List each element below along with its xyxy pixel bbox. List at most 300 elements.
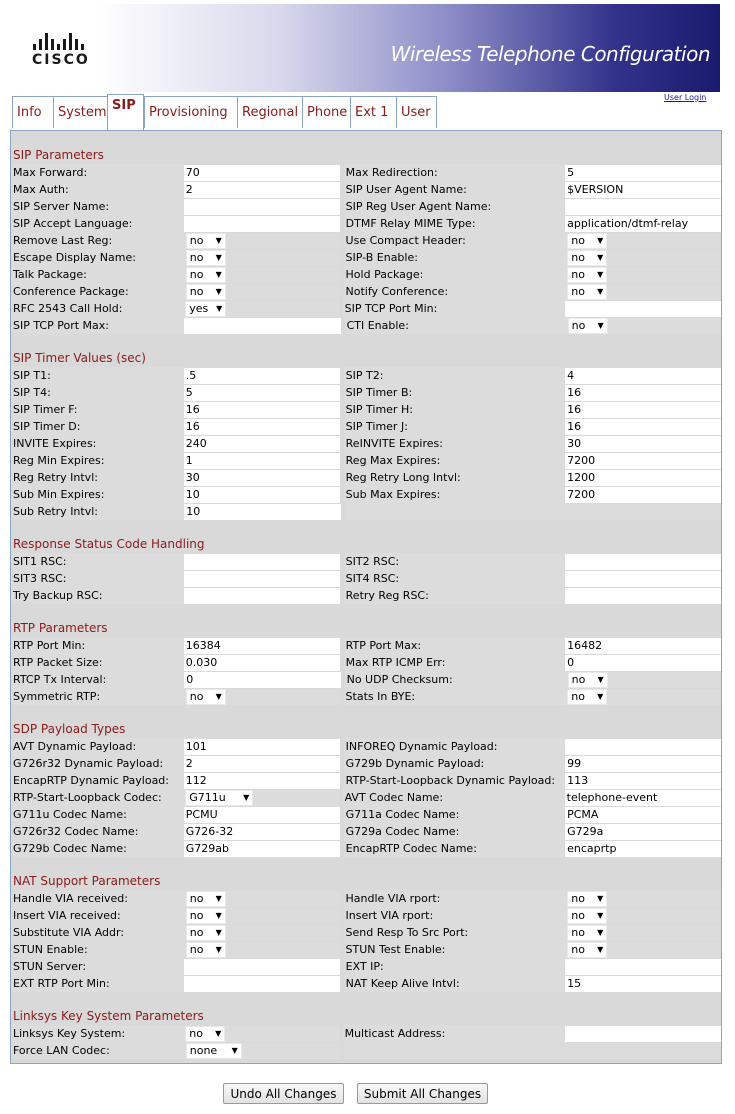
rtp-port-max-label: RTP Port Max: [344,637,565,654]
sit1-rsc-input[interactable] [184,554,340,570]
section-heading-sip-timer-values-sec: SIP Timer Values (sec) [11,350,721,367]
section-heading-linksys-key-system-parameters: Linksys Key System Parameters [11,1008,721,1025]
section-spacer [11,604,721,620]
rtp-start-loopback-dynamic-payload-input[interactable]: 113 [565,773,721,789]
stun-test-enable-select-box[interactable] [567,942,607,958]
settings-row [11,401,721,418]
sit3-rsc-input[interactable] [184,571,340,587]
settings-row [11,181,721,198]
stun-enable-selected-value: no [189,943,204,956]
insert-via-rport-select[interactable] [566,908,721,924]
reg-retry-intvl-label: Reg Retry Intvl: [11,469,184,486]
dropdown-arrow-icon: ▼ [215,253,222,262]
empty-cell [566,1043,721,1059]
send-resp-to-src-port-select-box[interactable] [567,925,607,941]
linksys-key-system-select-box[interactable] [185,1026,225,1042]
substitute-via-addr-select-box[interactable] [186,925,226,941]
cti-enable-selected-value: no [571,319,586,332]
handle-via-received-label: Handle VIA received: [11,890,185,907]
reg-max-expires-input[interactable]: 7200 [565,453,721,469]
dropdown-arrow-icon: ▼ [215,287,222,296]
talk-package-selected-value: no [189,268,204,281]
ext-rtp-port-min-label: EXT RTP Port Min: [11,975,184,992]
conference-package-select-box[interactable] [186,284,226,300]
rfc-2543-call-hold-label: RFC 2543 Call Hold: [11,300,184,317]
g729b-dynamic-payload-input[interactable]: 99 [565,756,721,772]
sip-timer-f-label: SIP Timer F: [11,401,184,418]
settings-row [11,469,721,486]
rtp-start-loopback-dynamic-payload-label: RTP-Start-Loopback Dynamic Payload: [344,772,565,789]
sip-tcp-port-max-input[interactable] [184,318,340,334]
settings-grid [11,131,721,1059]
submit-all-changes-button[interactable]: Submit All Changes [357,1083,488,1104]
settings-row [11,789,721,806]
g729a-codec-name-label: G729a Codec Name: [344,823,565,840]
linksys-key-system-selected-value: no [189,1027,203,1040]
max-rtp-icmp-err-input[interactable]: 0 [565,655,721,671]
sip-reg-user-agent-name-input[interactable] [565,199,721,215]
tab-info[interactable]: Info [12,96,53,128]
notify-conference-label: Notify Conference: [344,283,567,300]
sip-user-agent-name-label: SIP User Agent Name: [344,181,565,198]
g726r32-dynamic-payload-input[interactable]: 2 [184,756,340,772]
sip-tcp-port-min-label: SIP TCP Port Min: [343,300,565,317]
handle-via-rport-selected-value: no [571,892,585,905]
avt-codec-name-label: AVT Codec Name: [343,789,565,806]
cti-enable-select[interactable] [567,318,721,334]
insert-via-rport-label: Insert VIA rport: [344,907,567,924]
sip-timer-b-input[interactable]: 16 [565,385,721,401]
settings-row [11,486,721,503]
sit4-rsc-label: SIT4 RSC: [344,570,565,587]
cti-enable-select-box[interactable] [568,318,608,334]
dtmf-relay-mime-type-input[interactable]: application/dtmf-relay [565,216,721,232]
rtp-port-min-input[interactable]: 16384 [184,638,340,654]
blank-label [345,503,567,520]
g729b-dynamic-payload-label: G729b Dynamic Payload: [344,755,565,772]
symmetric-rtp-select[interactable] [185,689,340,705]
settings-row [11,772,721,789]
tab-bar [12,94,437,128]
encaprtp-dynamic-payload-label: EncapRTP Dynamic Payload: [11,772,184,789]
encaprtp-dynamic-payload-input[interactable]: 112 [184,773,340,789]
sub-retry-intvl-input[interactable]: 10 [184,504,340,520]
insert-via-rport-selected-value: no [571,909,585,922]
settings-row [11,198,721,215]
invite-expires-input[interactable]: 240 [184,436,340,452]
dropdown-arrow-icon: ▼ [215,928,222,937]
settings-row [11,654,721,671]
sip-timer-h-label: SIP Timer H: [344,401,565,418]
dropdown-arrow-icon: ▼ [231,1046,238,1055]
encaprtp-codec-name-label: EncapRTP Codec Name: [344,840,565,857]
reg-retry-long-intvl-label: Reg Retry Long Intvl: [344,469,565,486]
conference-package-selected-value: no [189,285,204,298]
sip-reg-user-agent-name-label: SIP Reg User Agent Name: [344,198,565,215]
rtp-start-loopback-codec-select-box[interactable] [185,790,253,806]
send-resp-to-src-port-label: Send Resp To Src Port: [344,924,567,941]
stats-in-bye-select-box[interactable] [567,689,607,705]
sit3-rsc-label: SIT3 RSC: [11,570,184,587]
sip-b-enable-select-box[interactable] [567,250,607,266]
rtp-port-min-label: RTP Port Min: [11,637,184,654]
insert-via-rport-select-box[interactable] [567,908,607,924]
tab-provisioning[interactable]: Provisioning [144,96,237,128]
remove-last-reg-select[interactable] [185,233,340,249]
remove-last-reg-selected-value: no [189,234,204,247]
sub-min-expires-input[interactable]: 10 [184,487,340,503]
g726r32-codec-name-input[interactable]: G726-32 [184,824,340,840]
hold-package-selected-value: no [571,268,585,281]
sip-t2-input[interactable]: 4 [565,368,721,384]
no-udp-checksum-label: No UDP Checksum: [345,671,567,688]
settings-row [11,907,721,924]
hold-package-select[interactable] [566,267,721,283]
dropdown-arrow-icon: ▼ [243,793,250,802]
rtp-packet-size-input[interactable]: 0.030 [184,655,340,671]
no-udp-checksum-select[interactable] [567,672,721,688]
sip-b-enable-label: SIP-B Enable: [344,249,567,266]
cisco-logo [32,32,102,72]
dropdown-arrow-icon: ▼ [597,253,604,262]
user-login-link[interactable]: User Login [664,93,707,102]
settings-row [11,1042,721,1059]
avt-codec-name-input[interactable]: telephone-event [565,790,721,806]
insert-via-received-select[interactable] [185,908,340,924]
invite-expires-label: INVITE Expires: [11,435,184,452]
section-spacer [11,857,721,873]
section-heading-nat-support-parameters: NAT Support Parameters [11,873,721,890]
sip-settings-panel [10,130,722,1064]
settings-row [11,232,721,249]
notify-conference-selected-value: no [571,285,585,298]
force-lan-codec-select-box[interactable] [186,1043,242,1059]
rfc-2543-call-hold-select-box[interactable] [185,301,226,317]
no-udp-checksum-selected-value: no [571,673,586,686]
handle-via-received-selected-value: no [189,892,204,905]
avt-dynamic-payload-label: AVT Dynamic Payload: [11,738,184,755]
max-forward-input[interactable]: 70 [184,165,340,181]
reg-retry-long-intvl-input[interactable]: 1200 [565,470,721,486]
sip-timer-d-input[interactable]: 16 [184,419,340,435]
stun-server-label: STUN Server: [11,958,184,975]
g729b-codec-name-input[interactable]: G729ab [184,841,340,857]
sit2-rsc-label: SIT2 RSC: [344,553,565,570]
sip-accept-language-input[interactable] [184,216,340,232]
sip-accept-language-label: SIP Accept Language: [11,215,184,232]
settings-row [11,283,721,300]
hold-package-select-box[interactable] [567,267,607,283]
g711a-codec-name-label: G711a Codec Name: [344,806,565,823]
sit4-rsc-input[interactable] [565,571,721,587]
escape-display-name-label: Escape Display Name: [11,249,185,266]
sip-user-agent-name-input[interactable]: $VERSION [565,182,721,198]
settings-row [11,266,721,283]
sip-t1-input[interactable]: .5 [184,368,340,384]
settings-row [11,806,721,823]
settings-row [11,452,721,469]
settings-row [11,738,721,755]
stats-in-bye-label: Stats In BYE: [344,688,567,705]
settings-row [11,503,721,520]
reinvite-expires-input[interactable]: 30 [565,436,721,452]
g711a-codec-name-input[interactable]: PCMA [565,807,721,823]
sip-server-name-label: SIP Server Name: [11,198,184,215]
dropdown-arrow-icon: ▼ [597,270,604,279]
encaprtp-codec-name-input[interactable]: encaprtp [565,841,721,857]
sip-server-name-input[interactable] [184,199,340,215]
settings-row [11,553,721,570]
insert-via-received-label: Insert VIA received: [11,907,185,924]
settings-row [11,384,721,401]
section-heading-sip-parameters: SIP Parameters [11,147,721,164]
try-backup-rsc-label: Try Backup RSC: [11,587,184,604]
dropdown-arrow-icon: ▼ [597,236,604,245]
settings-row [11,587,721,604]
sip-timer-j-input[interactable]: 16 [565,419,721,435]
dropdown-arrow-icon: ▼ [597,911,604,920]
g726r32-codec-name-label: G726r32 Codec Name: [11,823,184,840]
use-compact-header-selected-value: no [571,234,585,247]
rtp-packet-size-label: RTP Packet Size: [11,654,184,671]
talk-package-select[interactable] [185,267,340,283]
page-title: Wireless Telephone Configuration [390,42,710,66]
notify-conference-select[interactable] [566,284,721,300]
tab-regional[interactable]: Regional [237,96,302,128]
handle-via-rport-select[interactable] [566,891,721,907]
conference-package-label: Conference Package: [11,283,185,300]
multicast-address-input[interactable] [565,1026,721,1042]
retry-reg-rsc-label: Retry Reg RSC: [344,587,565,604]
stun-test-enable-select[interactable] [566,942,721,958]
header-banner [10,4,720,92]
stun-server-input[interactable] [184,959,340,975]
undo-all-changes-button[interactable]: Undo All Changes [223,1083,344,1104]
settings-row [11,823,721,840]
g711u-codec-name-label: G711u Codec Name: [11,806,184,823]
use-compact-header-select[interactable] [566,233,721,249]
symmetric-rtp-label: Symmetric RTP: [11,688,185,705]
stun-enable-label: STUN Enable: [11,941,185,958]
cisco-logo-bars-icon [33,32,102,50]
max-redirection-label: Max Redirection: [344,164,565,181]
settings-row [11,570,721,587]
sip-tcp-port-max-label: SIP TCP Port Max: [11,317,184,334]
settings-row [11,317,721,334]
escape-display-name-select-box[interactable] [186,250,226,266]
hold-package-label: Hold Package: [344,266,567,283]
settings-row [11,215,721,232]
dropdown-arrow-icon: ▼ [215,894,222,903]
settings-row [11,435,721,452]
dropdown-arrow-icon: ▼ [597,928,604,937]
max-redirection-input[interactable]: 5 [565,165,721,181]
settings-row [11,688,721,705]
stun-test-enable-selected-value: no [571,943,585,956]
settings-row [11,924,721,941]
sit2-rsc-input[interactable] [565,554,721,570]
dropdown-arrow-icon: ▼ [597,894,604,903]
g726r32-dynamic-payload-label: G726r32 Dynamic Payload: [11,755,184,772]
dropdown-arrow-icon: ▼ [215,911,222,920]
handle-via-received-select-box[interactable] [186,891,226,907]
try-backup-rsc-input[interactable] [184,588,340,604]
nat-keep-alive-intvl-input[interactable]: 15 [565,976,721,992]
notify-conference-select-box[interactable] [567,284,607,300]
dropdown-arrow-icon: ▼ [215,236,222,245]
reg-min-expires-input[interactable]: 1 [184,453,340,469]
ext-rtp-port-min-input[interactable] [184,976,340,992]
reg-min-expires-label: Reg Min Expires: [11,452,184,469]
multicast-address-label: Multicast Address: [343,1025,565,1042]
use-compact-header-label: Use Compact Header: [344,232,567,249]
rfc-2543-call-hold-select[interactable] [184,301,338,317]
stun-test-enable-label: STUN Test Enable: [344,941,567,958]
inforeq-dynamic-payload-label: INFOREQ Dynamic Payload: [344,738,565,755]
tab-phone[interactable]: Phone [302,96,350,128]
use-compact-header-select-box[interactable] [567,233,607,249]
section-spacer [11,131,721,147]
sip-b-enable-select[interactable] [566,250,721,266]
insert-via-received-selected-value: no [189,909,204,922]
section-spacer [11,705,721,721]
section-heading-rtp-parameters: RTP Parameters [11,620,721,637]
settings-row [11,637,721,654]
handle-via-rport-label: Handle VIA rport: [344,890,567,907]
sip-timer-j-label: SIP Timer J: [344,418,565,435]
settings-row [11,755,721,772]
max-forward-label: Max Forward: [11,164,184,181]
rtcp-tx-interval-label: RTCP Tx Interval: [11,671,184,688]
rtcp-tx-interval-input[interactable]: 0 [184,672,340,688]
tab-ext-1[interactable]: Ext 1 [350,96,396,128]
sip-timer-h-input[interactable]: 16 [565,402,721,418]
section-heading-response-status-code-handling: Response Status Code Handling [11,536,721,553]
stats-in-bye-select[interactable] [566,689,721,705]
force-lan-codec-select[interactable] [185,1043,340,1059]
settings-row [11,941,721,958]
dropdown-arrow-icon: ▼ [216,304,223,313]
sub-retry-intvl-label: Sub Retry Intvl: [11,503,184,520]
tab-user[interactable]: User [396,96,437,128]
sip-timer-f-input[interactable]: 16 [184,402,340,418]
section-heading-sdp-payload-types: SDP Payload Types [11,721,721,738]
rtp-start-loopback-codec-selected-value: G711u [189,791,226,804]
dtmf-relay-mime-type-label: DTMF Relay MIME Type: [344,215,565,232]
dropdown-arrow-icon: ▼ [597,945,604,954]
tab-system[interactable]: System [53,96,107,128]
talk-package-select-box[interactable] [186,267,226,283]
cisco-logo-text: CISCO [32,52,90,68]
handle-via-received-select[interactable] [185,891,340,907]
settings-row [11,840,721,857]
remove-last-reg-label: Remove Last Reg: [11,232,185,249]
settings-row [11,300,721,317]
reg-retry-intvl-input[interactable]: 30 [184,470,340,486]
no-udp-checksum-select-box[interactable] [568,672,608,688]
sub-min-expires-label: Sub Min Expires: [11,486,184,503]
nat-keep-alive-intvl-label: NAT Keep Alive Intvl: [344,975,565,992]
retry-reg-rsc-input[interactable] [565,588,721,604]
dropdown-arrow-icon: ▼ [597,675,604,684]
g729a-codec-name-input[interactable]: G729a [565,824,721,840]
section-spacer [11,520,721,536]
force-lan-codec-label: Force LAN Codec: [11,1042,185,1059]
settings-row [11,1025,721,1042]
ext-ip-input[interactable] [565,959,721,975]
stun-enable-select-box[interactable] [186,942,226,958]
dropdown-arrow-icon: ▼ [597,692,604,701]
sip-tcp-port-min-input[interactable] [565,301,721,317]
dropdown-arrow-icon: ▼ [597,321,604,330]
symmetric-rtp-select-box[interactable] [186,689,226,705]
inforeq-dynamic-payload-input[interactable] [565,739,721,755]
settings-row [11,418,721,435]
symmetric-rtp-selected-value: no [189,690,204,703]
max-auth-label: Max Auth: [11,181,184,198]
substitute-via-addr-selected-value: no [189,926,204,939]
reg-max-expires-label: Reg Max Expires: [344,452,565,469]
rtp-start-loopback-codec-select[interactable] [184,790,338,806]
rfc-2543-call-hold-selected-value: yes [189,302,209,315]
sit1-rsc-label: SIT1 RSC: [11,553,184,570]
rtp-start-loopback-codec-label: RTP-Start-Loopback Codec: [11,789,184,806]
blank-label [344,1042,567,1059]
tab-sip[interactable]: SIP [107,94,144,130]
substitute-via-addr-label: Substitute VIA Addr: [11,924,185,941]
g711u-codec-name-input[interactable]: PCMU [184,807,340,823]
sip-timer-b-label: SIP Timer B: [344,384,565,401]
force-lan-codec-selected-value: none [189,1044,218,1057]
sip-t2-label: SIP T2: [344,367,565,384]
send-resp-to-src-port-selected-value: no [571,926,585,939]
conference-package-select[interactable] [185,284,340,300]
linksys-key-system-label: Linksys Key System: [11,1025,184,1042]
sip-timer-d-label: SIP Timer D: [11,418,184,435]
dropdown-arrow-icon: ▼ [215,270,222,279]
settings-row [11,367,721,384]
max-auth-input[interactable]: 2 [184,182,340,198]
dropdown-arrow-icon: ▼ [597,287,604,296]
sip-b-enable-selected-value: no [571,251,585,264]
settings-row [11,164,721,181]
sub-max-expires-input[interactable]: 7200 [565,487,721,503]
linksys-key-system-select[interactable] [184,1026,338,1042]
insert-via-received-select-box[interactable] [186,908,226,924]
send-resp-to-src-port-select[interactable] [566,925,721,941]
escape-display-name-select[interactable] [185,250,340,266]
ext-ip-label: EXT IP: [344,958,565,975]
remove-last-reg-select-box[interactable] [186,233,226,249]
reinvite-expires-label: ReINVITE Expires: [344,435,565,452]
settings-row [11,890,721,907]
section-spacer [11,992,721,1008]
max-rtp-icmp-err-label: Max RTP ICMP Err: [344,654,565,671]
handle-via-rport-select-box[interactable] [567,891,607,907]
rtp-port-max-input[interactable]: 16482 [565,638,721,654]
talk-package-label: Talk Package: [11,266,185,283]
settings-row [11,958,721,975]
substitute-via-addr-select[interactable] [185,925,340,941]
sip-t4-input[interactable]: 5 [184,385,340,401]
stun-enable-select[interactable] [185,942,340,958]
dropdown-arrow-icon: ▼ [215,692,222,701]
empty-cell [567,504,721,520]
avt-dynamic-payload-input[interactable]: 101 [184,739,340,755]
settings-row [11,671,721,688]
cti-enable-label: CTI Enable: [345,317,567,334]
settings-row [11,249,721,266]
